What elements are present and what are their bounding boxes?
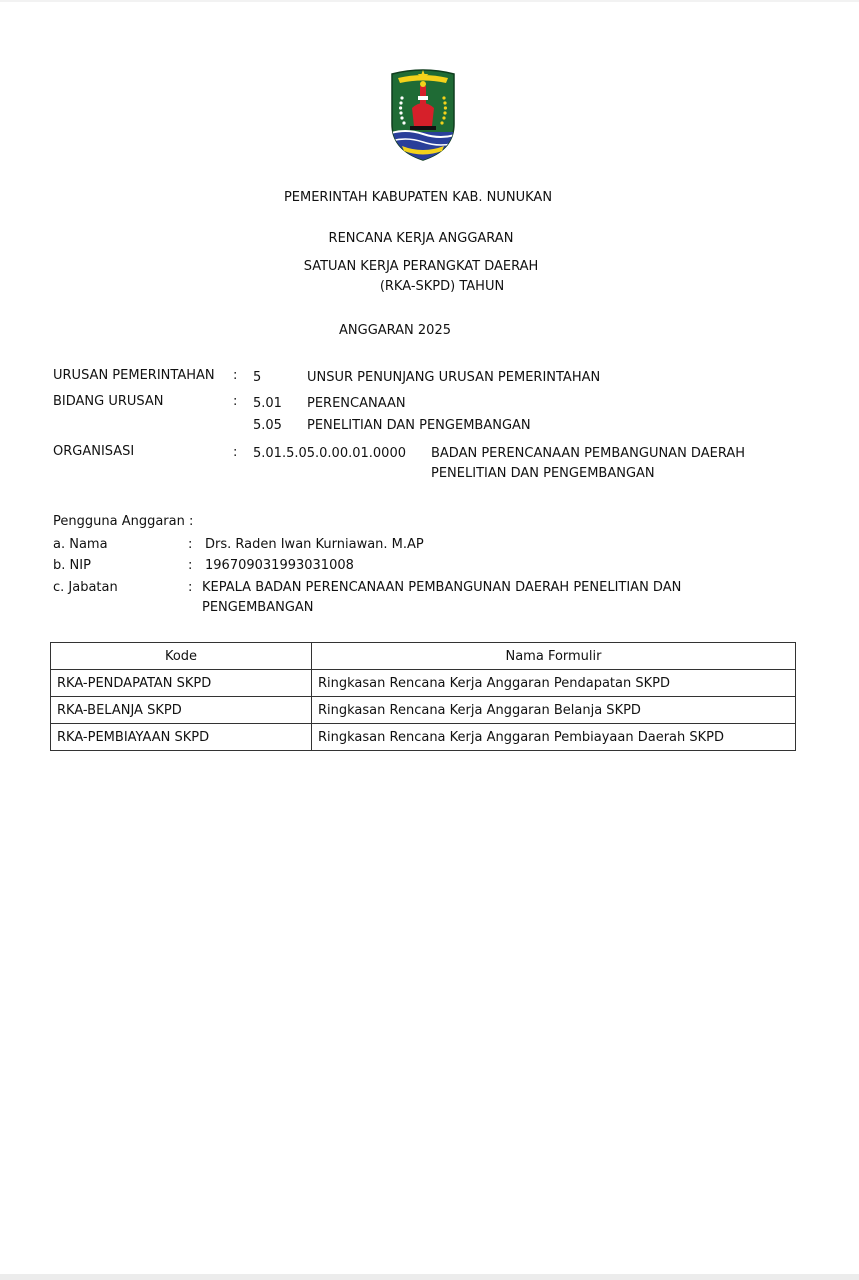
organisasi-name-line-2: PENELITIAN DAN PENGEMBANGAN [431, 466, 655, 481]
urusan-name: UNSUR PENUNJANG URUSAN PEMERINTAHAN [307, 370, 601, 385]
column-header-nama-formulir: Nama Formulir [312, 643, 796, 670]
bidang-code-2: 5.05 [253, 418, 282, 433]
document-subtitle-2: (RKA-SKPD) TAHUN [379, 279, 505, 294]
table-row [51, 724, 796, 751]
organisasi-name-line-1: BADAN PERENCANAAN PEMBANGUNAN DAERAH [431, 446, 745, 461]
page-top-edge [0, 0, 859, 2]
document-title: RENCANA KERJA ANGGARAN [328, 231, 514, 246]
nip-value: 196709031993031008 [205, 558, 354, 573]
formulir-table [50, 642, 796, 751]
urusan-colon: : [233, 368, 238, 383]
pengguna-heading: Pengguna Anggaran : [53, 514, 194, 529]
organisasi-label: ORGANISASI [53, 444, 135, 459]
nama-label: a. Nama [53, 537, 108, 552]
kode-cell: RKA-PENDAPATAN SKPD [51, 670, 312, 697]
kode-cell: RKA-BELANJA SKPD [51, 697, 312, 724]
column-header-kode: Kode [51, 643, 312, 670]
organisasi-colon: : [233, 445, 238, 460]
bidang-name-1: PERENCANAAN [307, 396, 406, 411]
urusan-code: 5 [253, 370, 262, 385]
nip-label: b. NIP [53, 558, 91, 573]
page-bottom-edge [0, 1274, 859, 1280]
table-header-row [51, 643, 796, 670]
nama-formulir-cell: Ringkasan Rencana Kerja Anggaran Pendapatan SKPD [312, 670, 796, 697]
bidang-label: BIDANG URUSAN [53, 394, 164, 409]
organisasi-code: 5.01.5.05.0.00.01.0000 [253, 446, 406, 461]
bidang-colon: : [233, 394, 238, 409]
regional-crest-icon [388, 68, 458, 162]
nama-formulir-cell: Ringkasan Rencana Kerja Anggaran Pembiayaan Daerah SKPD [312, 724, 796, 751]
nama-value: Drs. Raden Iwan Kurniawan. M.AP [205, 537, 424, 552]
jabatan-label: c. Jabatan [53, 580, 118, 595]
table-row [51, 697, 796, 724]
government-name: PEMERINTAH KABUPATEN KAB. NUNUKAN [283, 190, 553, 205]
document-subtitle: SATUAN KERJA PERANGKAT DAERAH [303, 259, 539, 274]
jabatan-colon: : [188, 580, 193, 595]
jabatan-line-2: PENGEMBANGAN [202, 600, 314, 615]
nip-colon: : [188, 558, 193, 573]
nama-colon: : [188, 537, 193, 552]
kode-cell: RKA-PEMBIAYAAN SKPD [51, 724, 312, 751]
table-row [51, 670, 796, 697]
bidang-name-2: PENELITIAN DAN PENGEMBANGAN [307, 418, 531, 433]
jabatan-line-1: KEPALA BADAN PERENCANAAN PEMBANGUNAN DAERAH PENELITIAN DAN [202, 580, 682, 595]
bidang-code-1: 5.01 [253, 396, 282, 411]
document-year: ANGGARAN 2025 [339, 323, 451, 338]
urusan-label: URUSAN PEMERINTAHAN [53, 368, 215, 383]
nama-formulir-cell: Ringkasan Rencana Kerja Anggaran Belanja SKPD [312, 697, 796, 724]
